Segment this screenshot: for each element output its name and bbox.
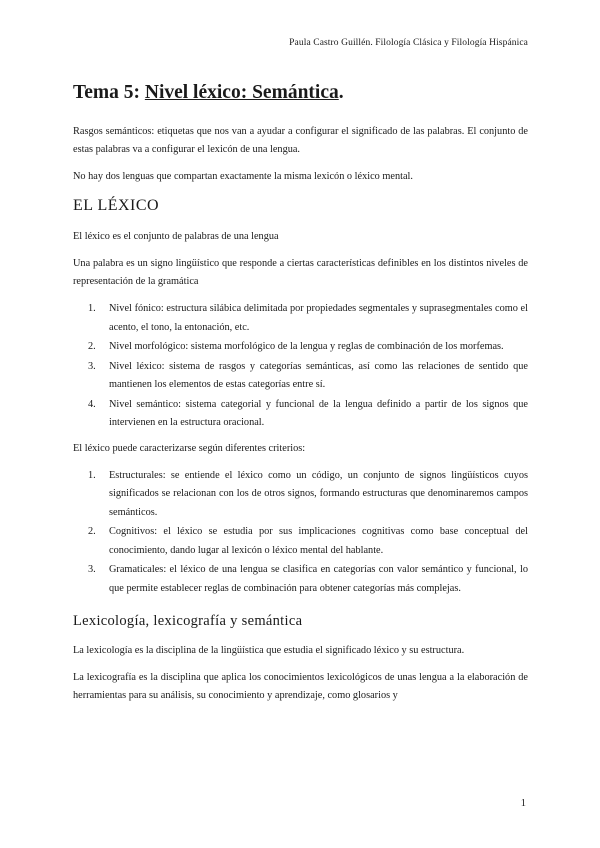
list-number: 4. [88, 398, 96, 410]
list-text: Nivel fónico: estructura silábica delimitada por propiedades segmentales y suprasegmentales como el acento, el tono, la entonación, etc. [109, 303, 528, 333]
list-number: 2. [88, 341, 96, 352]
title-prefix: Tema 5: [73, 82, 145, 103]
list-number: 3. [88, 564, 96, 575]
list-text: Nivel semántico: sistema categorial y funcional de la lengua definido a partir de los signos que intervienen en la estructura oracional. [109, 398, 528, 428]
list-item [73, 338, 528, 357]
intro-paragraph: Rasgos semánticos: etiquetas que nos van a ayudar a configurar el significado de las palabras. El conjunto de estas palabras va a configurar el lexicón de una lengua. [73, 126, 528, 155]
list-text: Gramaticales: el léxico de una lengua se clasifica en categorías con valor semántico y funcional, lo que permite establecer reglas de combinación para obtener categorías más complejas. [109, 564, 528, 594]
running-header: Paula Castro Guillén. Filología Clásica y Filología Hispánica [289, 38, 528, 48]
title-underlined: Nivel léxico: Semántica [144, 82, 339, 103]
page-number: 1 [520, 798, 526, 809]
list-number: 1. [88, 469, 96, 481]
list-item [73, 561, 528, 598]
section-heading-lexicologia: Lexicología, lexicografía y semántica [73, 613, 303, 629]
page-content [73, 80, 528, 714]
list-text: Nivel morfológico: sistema morfológico de la lengua y reglas de combinación de los morfemas. [109, 341, 504, 352]
title-suffix: . [338, 82, 344, 103]
paragraph: El léxico es el conjunto de palabras de una lengua [73, 231, 279, 242]
list-item [73, 396, 528, 433]
intro-paragraph: No hay dos lenguas que compartan exactamente la misma lexicón o léxico mental. [73, 171, 413, 182]
list-item [73, 300, 528, 337]
paragraph: La lexicografía es la disciplina que aplica los conocimientos lexicológicos de unas lengua a la elaboración de herramientas para su análisis, su conocimiento y aprendizaje, como glosarios y [73, 672, 528, 701]
list-number: 2. [88, 526, 96, 537]
list-text: Nivel léxico: sistema de rasgos y categorías semánticas, así como las relaciones de sentido que mantienen los elementos de estas categorías entre sí. [109, 360, 528, 390]
paragraph: Una palabra es un signo lingüístico que responde a ciertas características definibles en los distintos niveles de representación de la gramática [73, 258, 528, 287]
list-text: Cognitivos: el léxico se estudia por sus implicaciones cognitivas como base conceptual del conocimiento, dando lugar al lexicón o léxico mental del hablante. [109, 526, 528, 556]
list-number: 1. [88, 303, 96, 314]
list-text: Estructurales: se entiende el léxico como un código, un conjunto de signos lingüísticos cuyos significados se relacionan con los de otros signos, formando estructuras que denominaremos campos semánticos. [109, 469, 528, 518]
list-item [73, 467, 528, 523]
page-title [73, 80, 528, 106]
list-number: 3. [88, 360, 96, 372]
paragraph: La lexicología es la disciplina de la lingüística que estudia el significado léxico y su estructura. [73, 645, 465, 656]
section-heading-lexico: EL LÉXICO [73, 197, 160, 214]
levels-list [73, 300, 528, 433]
list-item [73, 523, 528, 560]
paragraph: El léxico puede caracterizarse según diferentes criterios: [73, 442, 306, 454]
list-item [73, 358, 528, 395]
criteria-list [73, 467, 528, 599]
